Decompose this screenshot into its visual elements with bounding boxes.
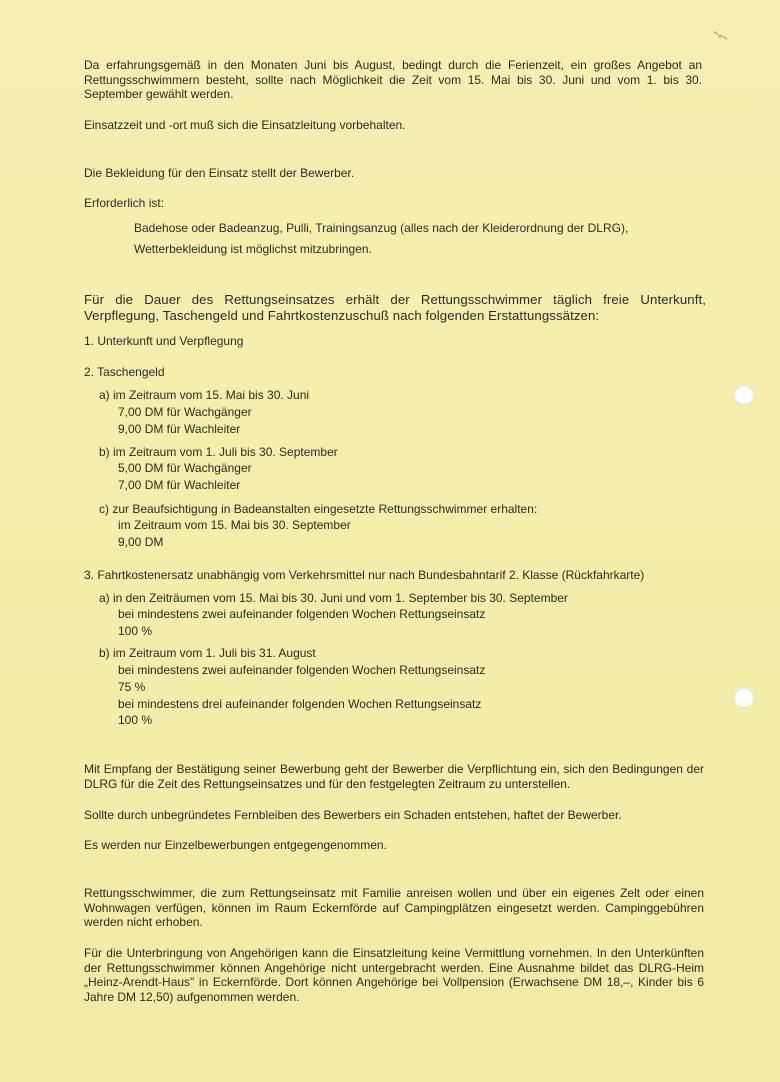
paragraph-bekleidung: Die Bekleidung für den Einsatz stellt der Bewerber. xyxy=(84,166,355,180)
list-item-taschengeld-c-line1: im Zeitraum vom 15. Mai bis 30. September xyxy=(118,518,351,532)
list-item-fahrtkosten-a-line2: 100 % xyxy=(118,624,153,638)
paragraph-erstattung-intro: Für die Dauer des Rettungseinsatzes erhält der Rettungsschwimmer täglich freie Unterkunft, Verpflegung, Taschengeld und Fahrtkostenzuschuß nach folgenden Erstattungssätzen: xyxy=(84,292,706,323)
list-item-taschengeld-c: c) zur Beaufsichtigung in Badeanstalten eingesetzte Rettungsschwimmer erhalten: xyxy=(99,502,538,516)
list-item-fahrtkosten: 3. Fahrtkostenersatz unabhängig vom Verkehrsmittel nur nach Bundesbahntarif 2. Klasse (Rückfahrkarte) xyxy=(84,568,645,582)
list-item-taschengeld-b-line1: 5,00 DM für Wachgänger xyxy=(118,461,252,475)
paragraph-einzelbewerbungen: Es werden nur Einzelbewerbungen entgegengenommen. xyxy=(84,838,387,852)
list-item-taschengeld-a-line1: 7,00 DM für Wachgänger xyxy=(118,405,252,419)
list-item-fahrtkosten-a-line1: bei mindestens zwei aufeinander folgenden Wochen Rettungseinsatz xyxy=(118,607,486,621)
paragraph-season: Da erfahrungsgemäß in den Monaten Juni bis August, bedingt durch die Ferienzeit, ein großes Angebot an Rettungsschwimmern besteht, sollte nach Möglichkeit die Zeit vom 15. Mai bis 30. Juni und vom 1. bis 30. September gewählt werden. xyxy=(84,58,702,101)
list-item-taschengeld-c-line2: 9,00 DM xyxy=(118,535,164,549)
paragraph-camping: Rettungsschwimmer, die zum Rettungseinsatz mit Familie anreisen wollen und über ein eigenes Zelt oder einen Wohnwagen verfügen, können im Raum Eckernförde auf Campingplätzen eingesetzt werden. Campinggebühren werden nicht erhoben. xyxy=(84,886,704,929)
paragraph-einsatzzeit: Einsatzzeit und -ort muß sich die Einsatzleitung vorbehalten. xyxy=(84,118,406,132)
list-item-taschengeld-a: a) im Zeitraum vom 15. Mai bis 30. Juni xyxy=(99,388,310,402)
list-item-fahrtkosten-b-line4: 100 % xyxy=(118,713,153,727)
paragraph-verpflichtung: Mit Empfang der Bestätigung seiner Bewerbung geht der Bewerber die Verpflichtung ein, sich den Bedingungen der DLRG für die Zeit des Rettungseinsatzes und für den festgelegten Zeitraum zu unterstellen. xyxy=(84,762,704,791)
paragraph-haftung: Sollte durch unbegründetes Fernbleiben des Bewerbers ein Schaden entstehen, haftet der Bewerber. xyxy=(84,808,622,822)
list-item-taschengeld-b: b) im Zeitraum vom 1. Juli bis 30. September xyxy=(99,445,338,459)
requirement-weather: Wetterbekleidung ist möglichst mitzubringen. xyxy=(134,242,372,256)
list-item-fahrtkosten-b: b) im Zeitraum vom 1. Juli bis 31. August xyxy=(99,646,316,660)
list-item-fahrtkosten-b-line2: 75 % xyxy=(118,680,146,694)
paragraph-erforderlich: Erforderlich ist: xyxy=(84,196,165,210)
list-item-fahrtkosten-a: a) in den Zeiträumen vom 15. Mai bis 30. Juni und vom 1. September bis 30. September xyxy=(99,591,568,605)
requirement-clothing: Badehose oder Badeanzug, Pulli, Trainingsanzug (alles nach der Kleiderordnung der DLRG), xyxy=(134,221,629,235)
list-item-fahrtkosten-b-line3: bei mindestens drei aufeinander folgenden Wochen Rettungseinsatz xyxy=(118,697,482,711)
list-item-taschengeld-b-line2: 7,00 DM für Wachleiter xyxy=(118,478,241,492)
punch-hole-bottom xyxy=(734,688,754,708)
paragraph-angehoerige: Für die Unterbringung von Angehörigen kann die Einsatzleitung keine Vermittlung vornehmen. In den Unterkünften der Rettungsschwimmer können Angehörige nicht untergebracht werden. Eine Ausnahme bildet das DLRG-Heim „Heinz-Arendt-Haus" in Eckernförde. Dort können Angehörige bei Vollpension (Erwachsene DM 18,–, Kinder bis 6 Jahre DM 12,50) aufgenommen werden. xyxy=(84,946,704,1004)
punch-hole-top xyxy=(734,385,754,405)
list-item-taschengeld-a-line2: 9,00 DM für Wachleiter xyxy=(118,422,241,436)
list-item-fahrtkosten-b-line1: bei mindestens zwei aufeinander folgenden Wochen Rettungseinsatz xyxy=(118,663,486,677)
list-item-unterkunft: 1. Unterkunft und Verpflegung xyxy=(84,334,244,348)
list-item-taschengeld: 2. Taschengeld xyxy=(84,365,165,379)
pencil-mark: ~⸗~ xyxy=(710,26,731,46)
